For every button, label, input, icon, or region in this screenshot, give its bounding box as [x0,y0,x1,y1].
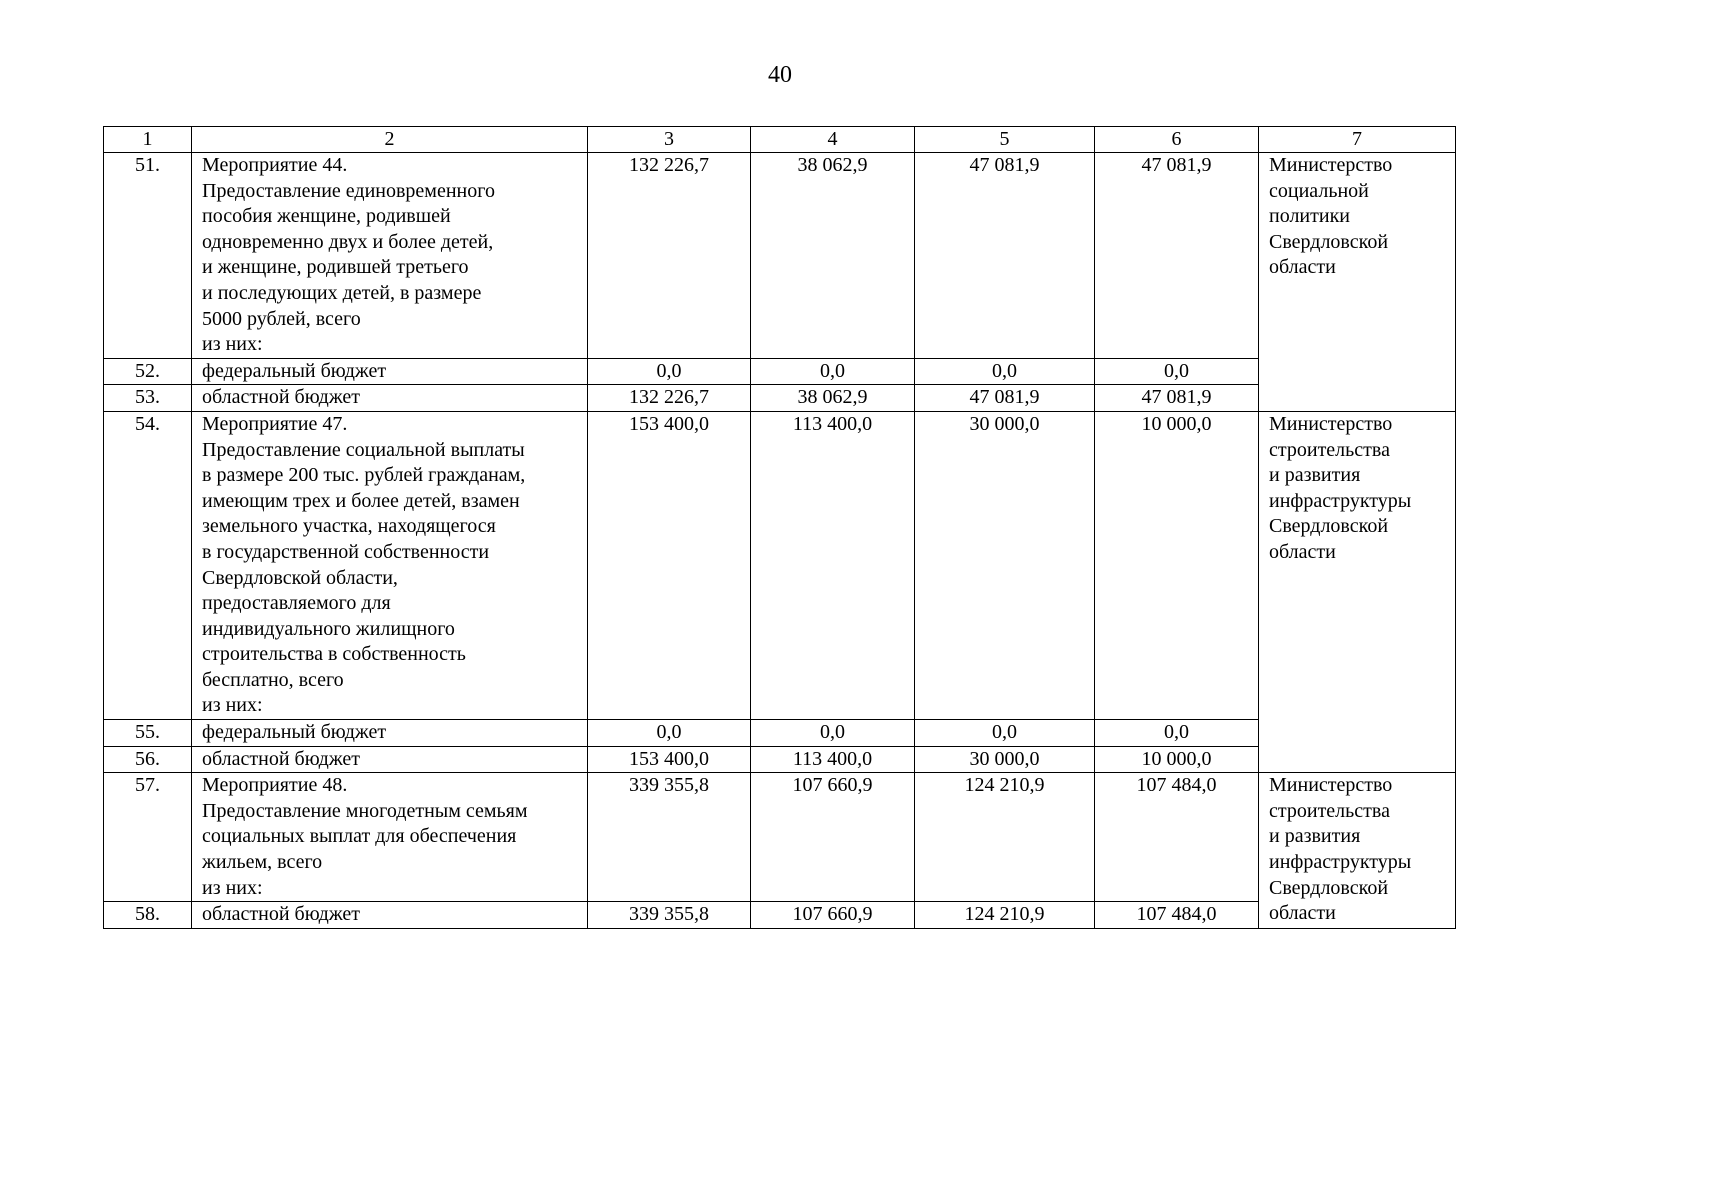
description-line: земельного участка, находящегося [202,515,496,538]
column-header: 4 [751,127,915,153]
amount-cell: 47 081,9 [1095,153,1259,359]
responsible-ministry [1259,153,1456,412]
column-header: 3 [588,127,751,153]
description-line: Мероприятие 47. [202,412,348,435]
description-line: Свердловской области, [202,566,398,589]
table-row [104,720,1456,747]
amount-cell: 107 484,0 [1095,902,1259,929]
ministry-line: Министерство [1269,774,1393,797]
row-description [192,385,588,412]
description-line: в государственной собственности [202,540,490,563]
row-number: 51. [104,153,192,359]
column-header: 2 [192,127,588,153]
row-number: 55. [104,720,192,747]
amount-cell: 339 355,8 [588,773,751,902]
ministry-line: и развития [1269,464,1361,487]
amount-cell: 38 062,9 [751,153,915,359]
table-row [104,773,1456,902]
amount-cell: 0,0 [588,720,751,747]
amount-cell: 153 400,0 [588,411,751,719]
amount-cell: 0,0 [915,358,1095,385]
column-header: 1 [104,127,192,153]
row-description [192,358,588,385]
description-line: одновременно двух и более детей, [202,230,494,253]
amount-cell: 47 081,9 [915,153,1095,359]
description-line: в размере 200 тыс. рублей гражданам, [202,464,526,487]
column-header: 6 [1095,127,1259,153]
row-description [192,746,588,773]
ministry-line: Министерство [1269,412,1393,435]
description-line: из них: [202,876,263,899]
description-line: федеральный бюджет [202,359,387,382]
amount-cell: 107 660,9 [751,773,915,902]
ministry-line: области [1269,540,1336,563]
ministry-line: политики [1269,205,1350,228]
amount-cell: 0,0 [751,720,915,747]
amount-cell: 38 062,9 [751,385,915,412]
description-line: областной бюджет [202,747,361,770]
ministry-line: инфраструктуры [1269,489,1412,512]
ministry-line: инфраструктуры [1269,851,1412,874]
column-header: 5 [915,127,1095,153]
description-line: федеральный бюджет [202,721,387,744]
amount-cell: 132 226,7 [588,153,751,359]
description-line: областной бюджет [202,903,361,926]
description-line: из них: [202,694,263,717]
ministry-line: области [1269,256,1336,279]
row-number: 56. [104,746,192,773]
column-header: 7 [1259,127,1456,153]
description-line: Мероприятие 48. [202,774,348,797]
column-number-header-row [104,127,1456,153]
description-line: Предоставление единовременного [202,179,495,202]
responsible-ministry [1259,773,1456,929]
amount-cell: 132 226,7 [588,385,751,412]
description-line: строительства в собственность [202,643,466,666]
description-line: Предоставление социальной выплаты [202,438,525,461]
table-row [104,746,1456,773]
ministry-line: Свердловской [1269,876,1389,899]
amount-cell: 107 660,9 [751,902,915,929]
amount-cell: 47 081,9 [1095,385,1259,412]
row-number: 54. [104,411,192,719]
amount-cell: 47 081,9 [915,385,1095,412]
ministry-line: строительства [1269,438,1390,461]
amount-cell: 10 000,0 [1095,746,1259,773]
amount-cell: 113 400,0 [751,411,915,719]
amount-cell: 0,0 [1095,358,1259,385]
amount-cell: 30 000,0 [915,746,1095,773]
description-line: и последующих детей, в размере [202,281,482,304]
amount-cell: 0,0 [1095,720,1259,747]
amount-cell: 0,0 [588,358,751,385]
amount-cell: 107 484,0 [1095,773,1259,902]
row-description [192,902,588,929]
row-description [192,720,588,747]
description-line: пособия женщине, родившей [202,205,451,228]
ministry-line: строительства [1269,799,1390,822]
description-line: областной бюджет [202,386,361,409]
row-description [192,411,588,719]
amount-cell: 10 000,0 [1095,411,1259,719]
budget-table [103,126,1456,929]
amount-cell: 339 355,8 [588,902,751,929]
table-row [104,902,1456,929]
amount-cell: 124 210,9 [915,902,1095,929]
amount-cell: 30 000,0 [915,411,1095,719]
table-row [104,411,1456,719]
description-line: социальных выплат для обеспечения [202,825,517,848]
table-row [104,358,1456,385]
amount-cell: 153 400,0 [588,746,751,773]
description-line: и женщине, родившей третьего [202,256,469,279]
table-row [104,153,1456,359]
ministry-line: Свердловской [1269,515,1389,538]
description-line: из них: [202,333,263,356]
amount-cell: 0,0 [915,720,1095,747]
amount-cell: 0,0 [751,358,915,385]
ministry-line: Министерство [1269,154,1393,176]
amount-cell: 113 400,0 [751,746,915,773]
ministry-line: и развития [1269,825,1361,848]
amount-cell: 124 210,9 [915,773,1095,902]
description-line: Предоставление многодетным семьям [202,799,528,822]
description-line: индивидуального жилищного [202,617,455,640]
row-description [192,153,588,359]
table-row [104,385,1456,412]
row-number: 53. [104,385,192,412]
row-number: 57. [104,773,192,902]
ministry-line: области [1269,902,1336,925]
description-line: имеющим трех и более детей, взамен [202,489,520,512]
description-line: жильем, всего [202,851,323,874]
ministry-line: социальной [1269,179,1369,202]
description-line: предоставляемого для [202,592,391,615]
row-number: 52. [104,358,192,385]
description-line: 5000 рублей, всего [202,307,361,330]
ministry-line: Свердловской [1269,230,1389,253]
row-number: 58. [104,902,192,929]
description-line: бесплатно, всего [202,668,344,691]
row-description [192,773,588,902]
description-line: Мероприятие 44. [202,154,348,176]
responsible-ministry [1259,411,1456,772]
page-number: 40 [768,62,792,88]
